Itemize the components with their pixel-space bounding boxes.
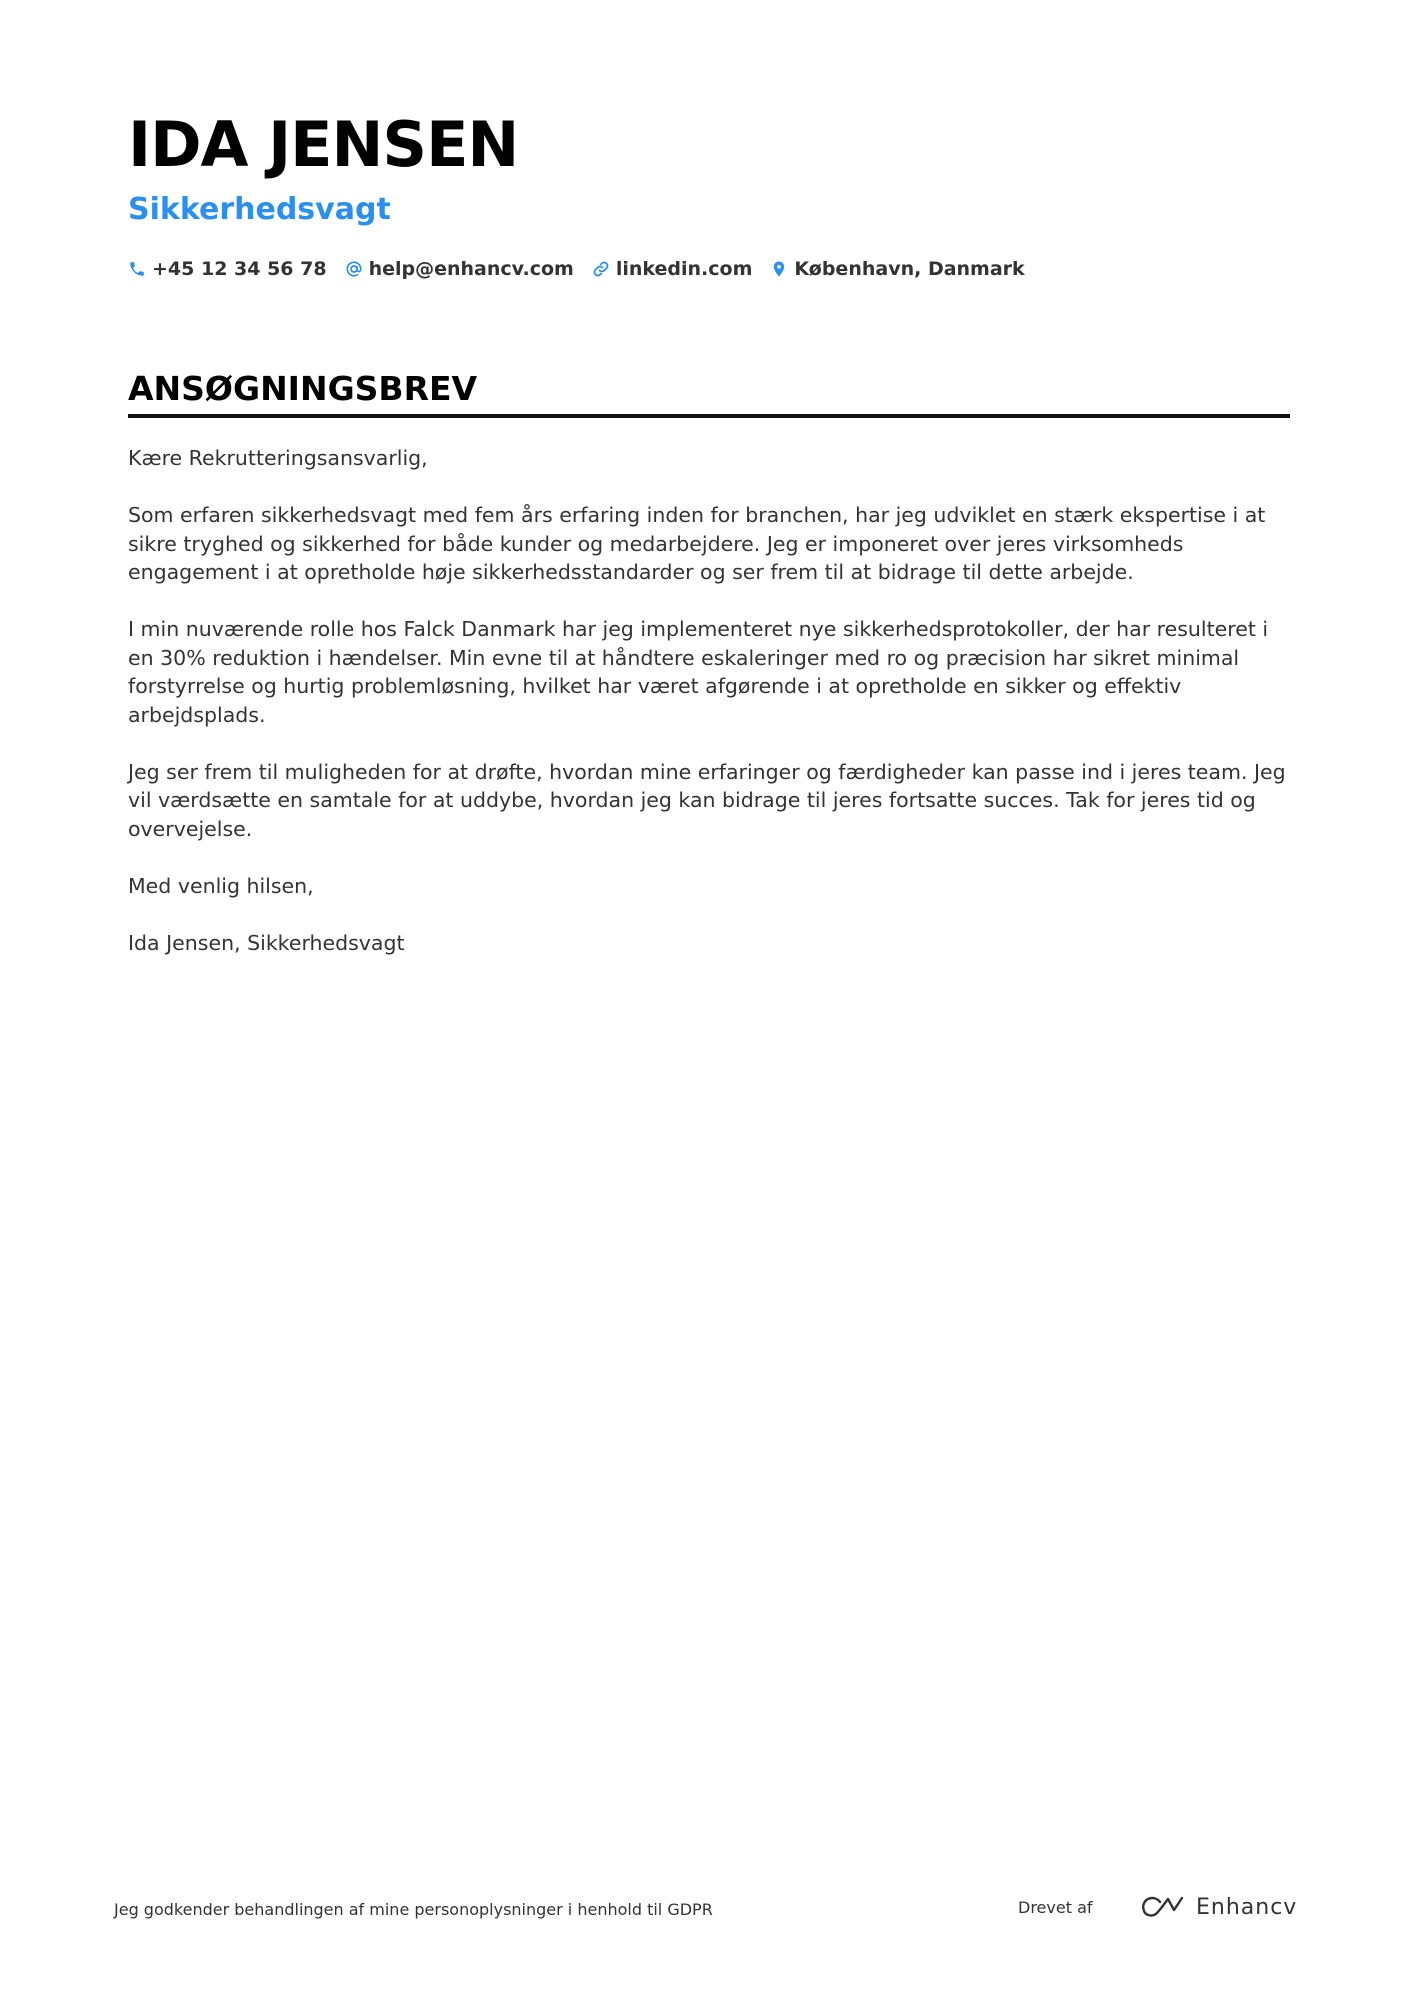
phone-icon — [128, 260, 146, 278]
job-title: Sikkerhedsvagt — [128, 192, 391, 227]
cover-letter-section — [128, 368, 1290, 986]
at-icon — [345, 260, 363, 278]
powered-by-text: Drevet af — [1018, 1898, 1093, 1917]
letter-paragraph: Jeg ser frem til muligheden for at drøfte, hvordan mine erfaringer og færdigheder kan passe ind i jeres team. Jeg vil værdsætte en samtale for at uddybe, hvordan jeg kan bidrage til jeres fortsatte succes. Tak for jeres tid og overvejelse. — [128, 759, 1286, 841]
link-icon — [592, 260, 610, 278]
location-text: København, Danmark — [794, 258, 1025, 280]
enhancv-brand[interactable] — [1140, 1892, 1297, 1922]
linkedin-text: linkedin.com — [615, 258, 753, 280]
contact-phone[interactable] — [128, 258, 327, 280]
footer — [114, 1892, 1298, 1926]
letter-signature: Ida Jensen, Sikkerhedsvagt — [128, 930, 405, 955]
section-divider — [128, 414, 1290, 418]
contact-location — [770, 258, 1024, 280]
gdpr-consent-text: Jeg godkender behandlingen af mine personoplysninger i henhold til GDPR — [114, 1900, 713, 1919]
contact-email[interactable] — [345, 258, 574, 280]
header — [128, 108, 1290, 284]
email-text: help@enhancv.com — [368, 258, 574, 280]
enhancv-logo-icon — [1140, 1894, 1186, 1920]
phone-text: +45 12 34 56 78 — [152, 258, 327, 280]
letter-greeting: Kære Rekrutteringsansvarlig, — [128, 446, 428, 470]
section-title: ANSØGNINGSBREV — [128, 369, 478, 408]
brand-name: Enhancv — [1196, 1894, 1298, 1920]
contact-linkedin[interactable] — [592, 258, 753, 280]
letter-paragraph: I min nuværende rolle hos Falck Danmark har jeg implementeret nye sikkerhedsprotokoller, der har resulteret i en 30% reduktion i hændelser. Min evne til at håndtere eskaleringer med ro og præcision har sikret minimal forstyrrelse og hurtig problemløsning, hvilket har været afgørende i at opretholde en sikker og effektiv arbejdsplads. — [128, 617, 1269, 727]
contact-list — [128, 254, 1290, 284]
letter-paragraph: Som erfaren sikkerhedsvagt med fem års erfaring inden for branchen, har jeg udviklet en stærk ekspertise i at sikre tryghed og sikkerhed for både kunder og medarbejdere. Jeg er imponeret over jeres virksomheds engagement i at opretholde høje sikkerhedsstandarder og ser frem til at bidrage til dette arbejde. — [128, 503, 1266, 584]
letter-closing: Med venlig hilsen, — [128, 873, 314, 898]
applicant-name: IDA JENSEN — [128, 108, 519, 181]
location-pin-icon — [770, 260, 788, 278]
letter-body — [128, 444, 1290, 957]
